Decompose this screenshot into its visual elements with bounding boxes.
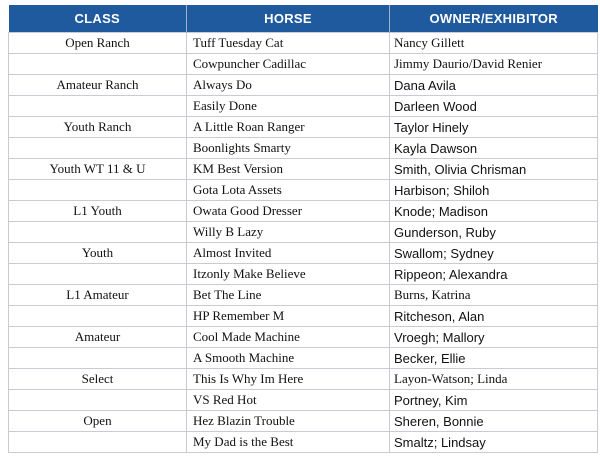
class-cell: Youth WT 11 & U	[9, 159, 187, 180]
owner-cell: Swallom; Sydney	[390, 243, 598, 264]
horse-cell: Always Do	[187, 75, 390, 96]
owner-cell: Rippeon; Alexandra	[390, 264, 598, 285]
table-row	[9, 54, 598, 75]
horse-cell: Boonlights Smarty	[187, 138, 390, 159]
table-body	[9, 33, 598, 453]
horse-cell: Gota Lota Assets	[187, 180, 390, 201]
table-row	[9, 411, 598, 432]
owner-cell: Jimmy Daurio/David Renier	[390, 54, 598, 75]
table-row	[9, 390, 598, 411]
table-row	[9, 75, 598, 96]
class-column-header: CLASS	[9, 5, 187, 33]
horse-cell: Tuff Tuesday Cat	[187, 33, 390, 54]
table-row	[9, 96, 598, 117]
table-row	[9, 33, 598, 54]
owner-cell: Harbison; Shiloh	[390, 180, 598, 201]
table-row	[9, 201, 598, 222]
table-row	[9, 264, 598, 285]
owner-cell: Knode; Madison	[390, 201, 598, 222]
table-row	[9, 180, 598, 201]
horse-cell: Owata Good Dresser	[187, 201, 390, 222]
class-cell: Open	[9, 411, 187, 432]
owner-cell: Becker, Ellie	[390, 348, 598, 369]
table-row	[9, 369, 598, 390]
class-cell	[9, 432, 187, 453]
owner-cell: Kayla Dawson	[390, 138, 598, 159]
table-row	[9, 306, 598, 327]
horse-cell: Willy B Lazy	[187, 222, 390, 243]
class-cell: Amateur Ranch	[9, 75, 187, 96]
horse-cell: Itzonly Make Believe	[187, 264, 390, 285]
class-cell: Youth Ranch	[9, 117, 187, 138]
owner-cell: Smaltz; Lindsay	[390, 432, 598, 453]
table-row	[9, 285, 598, 306]
owner-cell: Portney, Kim	[390, 390, 598, 411]
class-cell	[9, 138, 187, 159]
owner-cell: Vroegh; Mallory	[390, 327, 598, 348]
horse-cell: KM Best Version	[187, 159, 390, 180]
class-cell	[9, 306, 187, 327]
horse-cell: Cowpuncher Cadillac	[187, 54, 390, 75]
owner-cell: Layon-Watson; Linda	[390, 369, 598, 390]
owner-cell: Nancy Gillett	[390, 33, 598, 54]
horse-cell: Almost Invited	[187, 243, 390, 264]
table-row	[9, 432, 598, 453]
horse-cell: Cool Made Machine	[187, 327, 390, 348]
horse-cell: Easily Done	[187, 96, 390, 117]
owner-cell: Darleen Wood	[390, 96, 598, 117]
table-row	[9, 117, 598, 138]
horse-cell: VS Red Hot	[187, 390, 390, 411]
results-table	[8, 5, 598, 453]
horse-cell: Hez Blazin Trouble	[187, 411, 390, 432]
horse-cell: This Is Why Im Here	[187, 369, 390, 390]
owner-cell: Sheren, Bonnie	[390, 411, 598, 432]
class-cell	[9, 264, 187, 285]
owner-column-header: OWNER/EXHIBITOR	[390, 5, 598, 33]
class-cell	[9, 348, 187, 369]
class-cell	[9, 54, 187, 75]
owner-cell: Dana Avila	[390, 75, 598, 96]
horse-cell: My Dad is the Best	[187, 432, 390, 453]
owner-cell: Taylor Hinely	[390, 117, 598, 138]
owner-cell: Burns, Katrina	[390, 285, 598, 306]
class-cell: Youth	[9, 243, 187, 264]
horse-cell: A Smooth Machine	[187, 348, 390, 369]
owner-cell: Ritcheson, Alan	[390, 306, 598, 327]
horse-cell: Bet The Line	[187, 285, 390, 306]
table-row	[9, 327, 598, 348]
class-cell	[9, 96, 187, 117]
table-row	[9, 222, 598, 243]
owner-cell: Gunderson, Ruby	[390, 222, 598, 243]
table-row	[9, 159, 598, 180]
horse-column-header: HORSE	[187, 5, 390, 33]
class-cell	[9, 222, 187, 243]
class-cell: Select	[9, 369, 187, 390]
table-row	[9, 138, 598, 159]
table-header	[9, 5, 598, 33]
horse-cell: HP Remember M	[187, 306, 390, 327]
class-cell	[9, 180, 187, 201]
class-cell: L1 Amateur	[9, 285, 187, 306]
class-cell: L1 Youth	[9, 201, 187, 222]
header-row	[9, 5, 598, 33]
owner-cell: Smith, Olivia Chrisman	[390, 159, 598, 180]
class-cell	[9, 390, 187, 411]
table-row	[9, 348, 598, 369]
class-cell: Amateur	[9, 327, 187, 348]
table-row	[9, 243, 598, 264]
horse-cell: A Little Roan Ranger	[187, 117, 390, 138]
class-cell: Open Ranch	[9, 33, 187, 54]
